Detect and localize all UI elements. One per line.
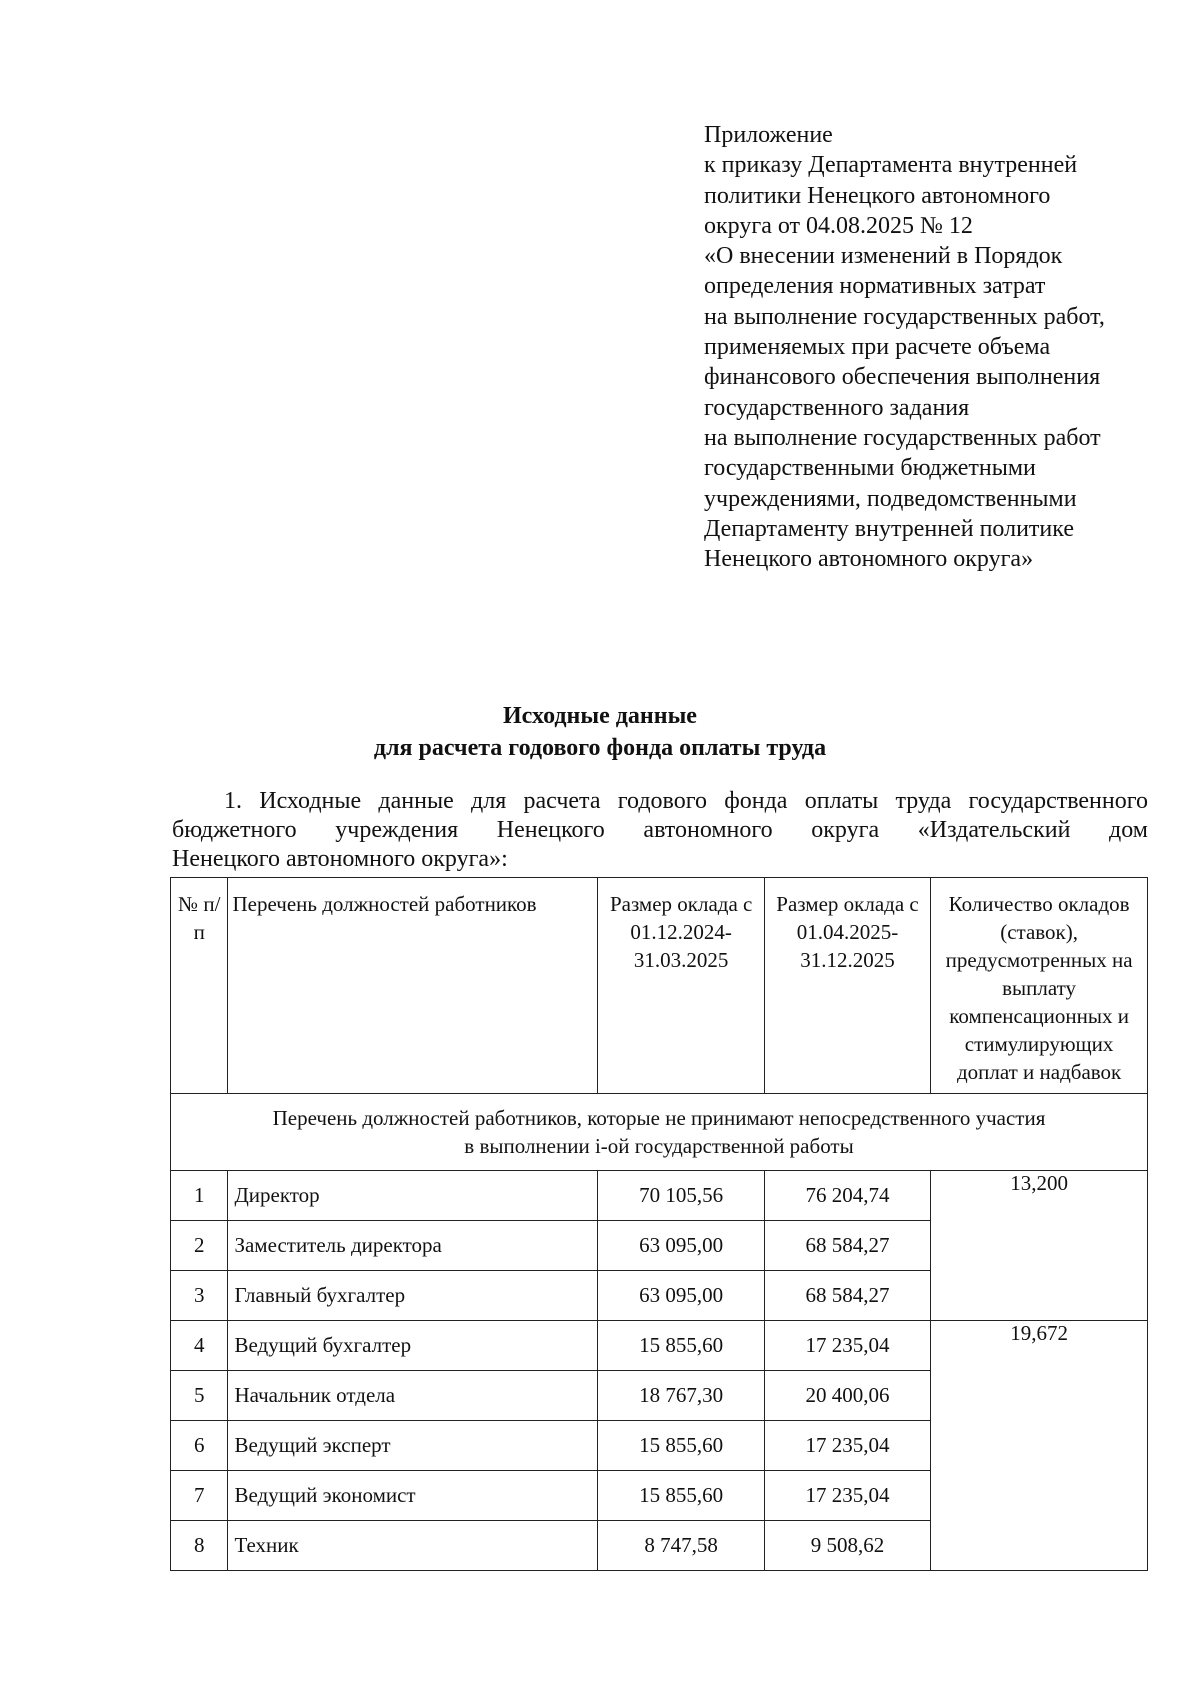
group-label xyxy=(171,1094,1148,1171)
annex-line: на выполнение государственных работ xyxy=(704,424,1101,451)
annex-line: «О внесении изменений в Порядок xyxy=(704,243,1063,270)
row-salary-1: 15 855,60 xyxy=(598,1421,764,1471)
table-row xyxy=(171,1321,1148,1371)
annex-line: государственными бюджетными xyxy=(704,455,1036,482)
table-row xyxy=(171,1171,1148,1221)
intro-line-2: бюджетного учреждения Ненецкого автономного округа «Издательский дом xyxy=(172,817,1148,843)
row-num: 5 xyxy=(171,1371,228,1421)
row-salary-1: 63 095,00 xyxy=(598,1221,764,1271)
header-num: № п/п xyxy=(171,878,228,1094)
row-position: Директор xyxy=(228,1171,598,1221)
annex-line: применяемых при расчете объема xyxy=(704,334,1051,361)
staff-table xyxy=(170,877,1148,1571)
annex-line: учреждениями, подведомственными xyxy=(704,485,1077,512)
table-header-row xyxy=(171,878,1148,1094)
header-coef: Количество окладов (ставок), предусмотренных на выплату компенсационных и стимулирующих доплат и надбавок xyxy=(931,878,1148,1094)
annex-line: округа от 04.08.2025 № 12 xyxy=(704,212,973,239)
row-salary-1: 18 767,30 xyxy=(598,1371,764,1421)
row-num: 8 xyxy=(171,1521,228,1571)
row-num: 6 xyxy=(171,1421,228,1471)
intro-line-3: Ненецкого автономного округа»: xyxy=(172,846,508,872)
row-salary-1: 70 105,56 xyxy=(598,1171,764,1221)
annex-line: финансового обеспечения выполнения xyxy=(704,364,1101,391)
row-salary-1: 15 855,60 xyxy=(598,1321,764,1371)
row-salary-2: 68 584,27 xyxy=(764,1271,930,1321)
row-position: Ведущий эксперт xyxy=(228,1421,598,1471)
annex-line: государственного задания xyxy=(704,394,970,421)
row-position: Начальник отдела xyxy=(228,1371,598,1421)
annex-block xyxy=(704,120,1174,574)
group-label-line-2: в выполнении i-ой государственной работы xyxy=(464,1134,854,1158)
coef-cell: 19,672 xyxy=(931,1321,1148,1571)
annex-line: к приказу Департамента внутренней xyxy=(704,152,1078,179)
header-salary-1: Размер оклада с 01.12.2024-31.03.2025 xyxy=(598,878,764,1094)
row-salary-2: 17 235,04 xyxy=(764,1471,930,1521)
row-position: Заместитель директора xyxy=(228,1221,598,1271)
annex-line: Ненецкого автономного округа» xyxy=(704,546,1034,573)
row-salary-2: 17 235,04 xyxy=(764,1421,930,1471)
row-salary-2: 17 235,04 xyxy=(764,1321,930,1371)
row-salary-2: 20 400,06 xyxy=(764,1371,930,1421)
header-salary-2: Размер оклада с 01.04.2025-31.12.2025 xyxy=(764,878,930,1094)
row-position: Ведущий бухгалтер xyxy=(228,1321,598,1371)
row-num: 4 xyxy=(171,1321,228,1371)
annex-line: политики Ненецкого автономного xyxy=(704,182,1051,209)
header-name: Перечень должностей работников xyxy=(228,878,598,1094)
annex-line: определения нормативных затрат xyxy=(704,273,1046,300)
intro-line-1: 1. Исходные данные для расчета годового фонда оплаты труда государственного xyxy=(224,788,1148,814)
title-line-1: Исходные данные xyxy=(503,703,697,729)
annex-line: Приложение xyxy=(704,122,833,148)
group-label-line-1: Перечень должностей работников, которые не принимают непосредственного участия xyxy=(272,1106,1046,1130)
row-num: 3 xyxy=(171,1271,228,1321)
row-num: 7 xyxy=(171,1471,228,1521)
row-salary-1: 63 095,00 xyxy=(598,1271,764,1321)
row-salary-1: 8 747,58 xyxy=(598,1521,764,1571)
row-salary-1: 15 855,60 xyxy=(598,1471,764,1521)
intro-paragraph xyxy=(172,787,1148,874)
row-num: 2 xyxy=(171,1221,228,1271)
row-num: 1 xyxy=(171,1171,228,1221)
row-salary-2: 68 584,27 xyxy=(764,1221,930,1271)
group-row xyxy=(171,1094,1148,1171)
annex-line: на выполнение государственных работ, xyxy=(704,303,1105,330)
row-position: Техник xyxy=(228,1521,598,1571)
row-salary-2: 76 204,74 xyxy=(764,1171,930,1221)
document-title xyxy=(0,700,1200,764)
annex-line: Департаменту внутренней политике xyxy=(704,515,1074,542)
row-salary-2: 9 508,62 xyxy=(764,1521,930,1571)
title-line-2: для расчета годового фонда оплаты труда xyxy=(373,735,827,761)
row-position: Ведущий экономист xyxy=(228,1471,598,1521)
row-position: Главный бухгалтер xyxy=(228,1271,598,1321)
coef-cell: 13,200 xyxy=(931,1171,1148,1321)
